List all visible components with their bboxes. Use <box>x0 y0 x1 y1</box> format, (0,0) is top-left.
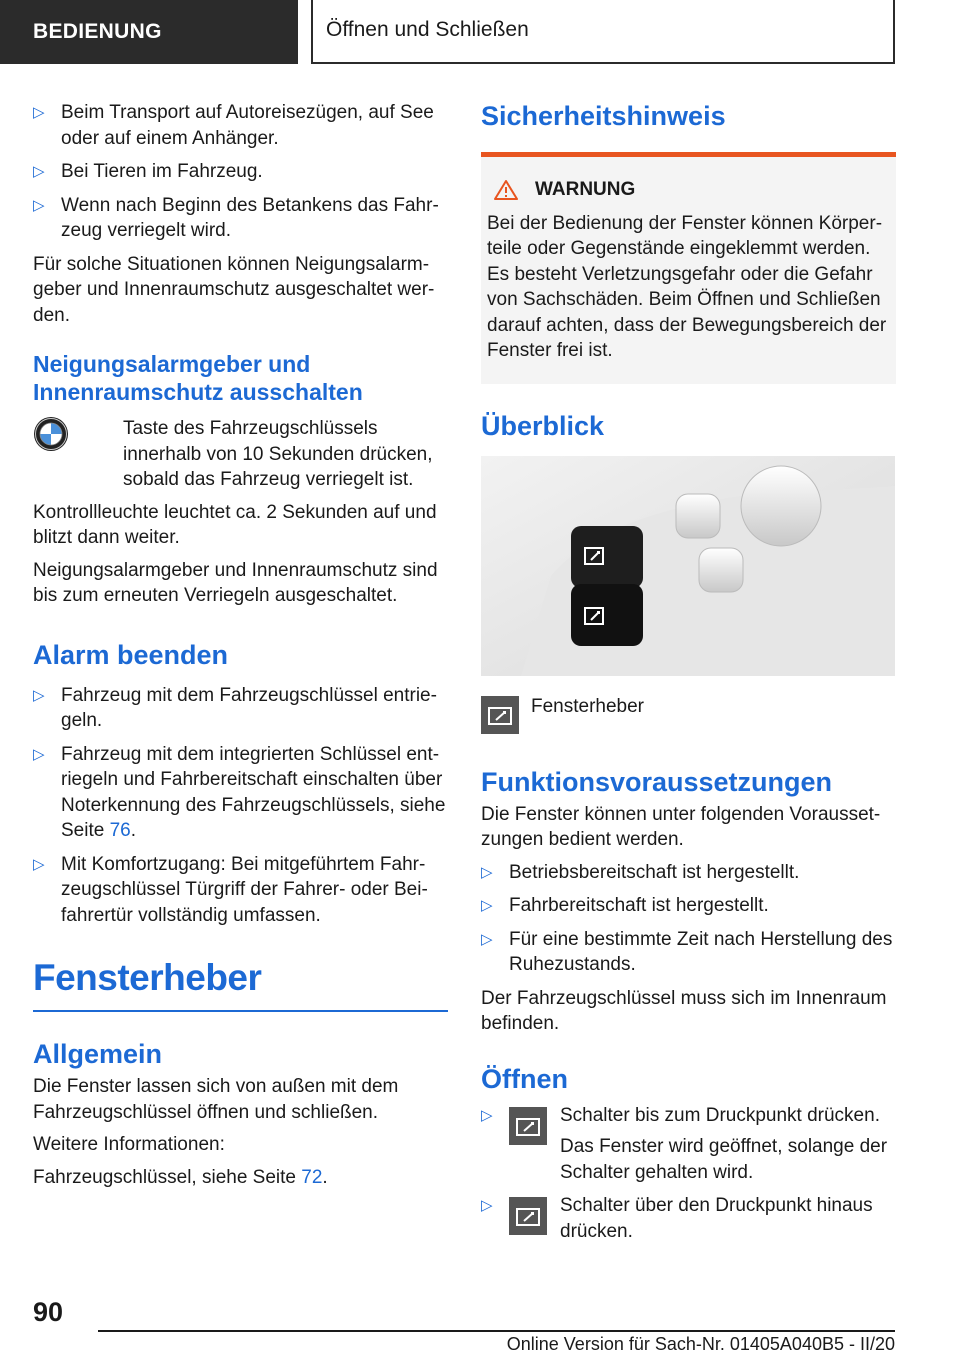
triangle-bullet-icon: ▷ <box>33 104 45 121</box>
page-link-72[interactable]: 72 <box>301 1166 323 1188</box>
heading-divider <box>33 1010 448 1012</box>
triangle-bullet-icon: ▷ <box>33 855 45 873</box>
legend-label: Fensterheber <box>531 695 645 717</box>
paragraph: Die Fenster können unter folgenden Vorausset-zungen bedient werden. <box>481 803 881 850</box>
list-item: ▷ Schalter über den Druckpunkt hinaus drücken. <box>481 1195 873 1242</box>
list-item: ▷ Bei Tieren im Fahrzeug. <box>33 159 448 185</box>
warning-triangle-icon <box>493 179 519 201</box>
heading-oeffnen: Öffnen <box>481 1063 568 1094</box>
triangle-bullet-icon: ▷ <box>481 930 493 948</box>
left-column <box>33 100 448 1197</box>
triangle-bullet-icon: ▷ <box>481 897 493 914</box>
paragraph: Kontrollleuchte leuchtet ca. 2 Sekunden auf und blitzt dann weiter. <box>33 501 437 548</box>
list-item: ▷ Fahrzeug mit dem integrierten Schlüssel ent-riegeln und Fahrbereitschaft einschalten über Noterkennung des Fahrzeugschlüssels, siehe Seite 76. <box>33 743 446 841</box>
triangle-bullet-icon: ▷ <box>33 686 45 704</box>
chapter-title: Öffnen und Schließen <box>311 0 895 64</box>
heading-funktion: Funktionsvoraussetzungen <box>481 766 833 797</box>
window-switch-icon <box>509 1197 547 1235</box>
bmw-logo-icon <box>33 416 69 452</box>
section-label: BEDIENUNG <box>0 0 298 64</box>
warning-title: WARNUNG <box>535 179 636 200</box>
page-link-76[interactable]: 76 <box>109 820 131 841</box>
list-item: ▷ Betriebsbereitschaft ist hergestellt. <box>481 860 896 886</box>
footer-divider <box>98 1330 895 1332</box>
paragraph: Fahrzeugschlüssel, siehe Seite 72. <box>33 1166 328 1188</box>
triangle-bullet-icon: ▷ <box>33 196 45 214</box>
list-item: ▷ Fahrbereitschaft ist hergestellt. <box>481 893 896 919</box>
list-item: ▷ Schalter bis zum Druckpunkt drücken. Das Fenster wird geöffnet, solange der Schalter gehalten wird. <box>481 1104 888 1183</box>
warning-box <box>481 152 896 384</box>
warning-text: Bei der Bedienung der Fenster können Körper-teile oder Gegenstände eingeklemmt werden. Es besteht Verletzungsgefahr oder die Gefahr von Sachschäden. Beim Öffnen und Schließen darauf achten, dass der Bewegungsbereich der Fenster frei ist. <box>487 212 887 361</box>
triangle-bullet-icon: ▷ <box>481 1197 493 1214</box>
triangle-bullet-icon: ▷ <box>481 1106 493 1124</box>
heading-fensterheber: Fensterheber <box>33 957 262 998</box>
paragraph: Weitere Informationen: <box>33 1134 225 1155</box>
paragraph: Neigungsalarmgeber und Innenraumschutz sind bis zum erneuten Verriegeln ausgeschaltet. <box>33 559 438 606</box>
triangle-bullet-icon: ▷ <box>33 745 45 763</box>
right-column <box>481 100 896 1250</box>
heading-allgemein: Allgemein <box>33 1039 163 1069</box>
paragraph: Der Fahrzeugschlüssel muss sich im Innenraum befinden. <box>481 987 887 1034</box>
heading-ueberblick: Überblick <box>481 410 605 441</box>
list-item: ▷ Für eine bestimmte Zeit nach Herstellung des Ruhezustands. <box>481 928 893 975</box>
triangle-bullet-icon: ▷ <box>481 863 493 881</box>
heading-sicherheit: Sicherheitshinweis <box>481 101 726 131</box>
triangle-bullet-icon: ▷ <box>33 163 45 180</box>
list-item: ▷ Beim Transport auf Autoreisezügen, auf See oder auf einem Anhänger. <box>33 102 434 149</box>
window-switch-icon <box>481 696 519 734</box>
window-switch-icon <box>509 1107 547 1145</box>
page-header <box>0 0 960 66</box>
footer-online-version: Online Version für Sach-Nr. 01405A040B5 - II/20 <box>506 1334 895 1354</box>
list-item: ▷ Fahrzeug mit dem Fahrzeugschlüssel entrie-geln. <box>33 684 437 731</box>
paragraph: Die Fenster lassen sich von außen mit dem Fahrzeugschlüssel öffnen und schließen. <box>33 1076 399 1123</box>
page-number: 90 <box>33 1297 64 1327</box>
paragraph: Für solche Situationen können Neigungsalarm-geber und Innenraumschutz ausgeschaltet wer-den. <box>33 253 435 326</box>
window-switch-photo <box>481 456 895 676</box>
list-item: ▷ Mit Komfortzugang: Bei mitgeführtem Fahr-zeugschlüssel Türgriff der Fahrer- oder Bei-fahrertür vollständig umfassen. <box>33 853 428 926</box>
list-item: ▷ Wenn nach Beginn des Betankens das Fahr-zeug verriegelt wird. <box>33 194 439 241</box>
legend-item <box>481 694 896 736</box>
heading-alarm: Alarm beenden <box>33 639 229 670</box>
bmw-key-instruction: Taste des Fahrzeugschlüssels innerhalb von 10 Sekunden drücken, sobald das Fahrzeug verriegelt ist. <box>33 416 448 493</box>
heading-neigung: Neigungsalarmgeber und Innenraumschutz ausschalten <box>33 351 363 405</box>
